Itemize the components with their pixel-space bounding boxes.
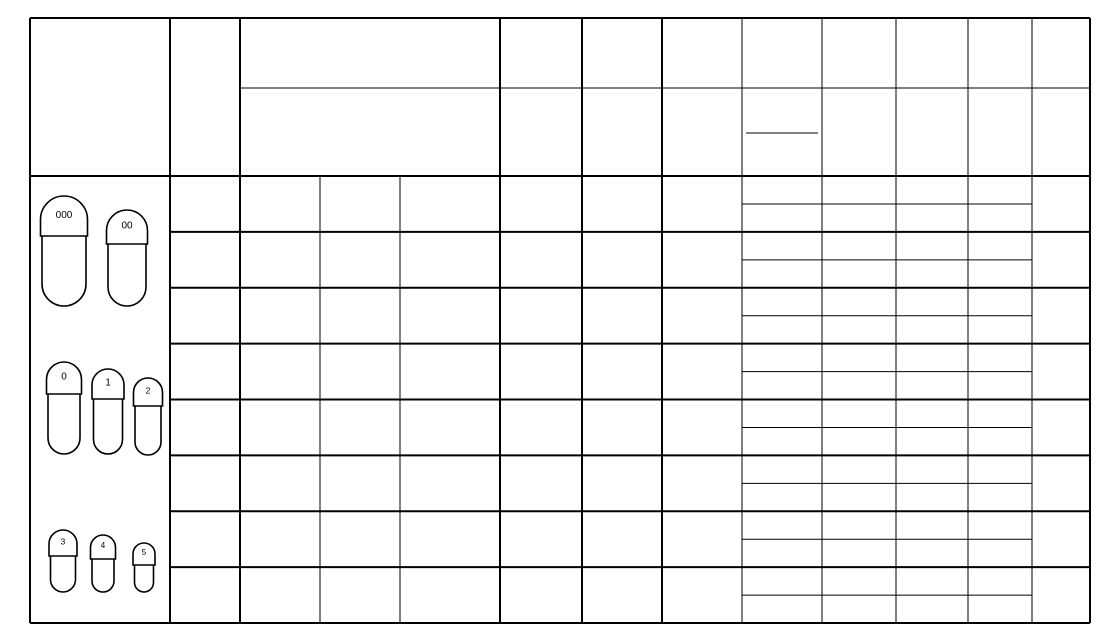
fill-light-cell <box>240 344 320 400</box>
body-diameter-cell <box>742 372 822 400</box>
cap-wall-thickness-cell <box>896 176 968 204</box>
fill-typical-cell <box>320 400 400 456</box>
volume-unit <box>500 88 582 176</box>
cap-diameter-cell <box>742 288 822 316</box>
body-component-cell <box>662 260 742 288</box>
cap-wall-thickness-cell <box>896 232 968 260</box>
body-wall-thickness-cell <box>896 260 968 288</box>
capsule-size-label: 4 <box>100 541 106 551</box>
cut-length-unit <box>822 88 896 176</box>
cap-wall-thickness-cell <box>896 567 968 595</box>
body-cut-length-cell <box>822 483 896 511</box>
fill-typical-cell <box>320 567 400 623</box>
capsule-size-label: 1 <box>105 377 111 389</box>
cap-component-cell <box>662 232 742 260</box>
body-component-cell <box>662 204 742 232</box>
weight-cell <box>968 176 1090 232</box>
cap-diameter-cell <box>742 567 822 595</box>
body-diameter-cell <box>742 483 822 511</box>
capsule-body-shape <box>48 388 80 454</box>
capsule-body-shape <box>135 400 161 455</box>
wall-thickness-unit <box>896 88 968 176</box>
capsule-size-cell <box>170 567 240 623</box>
volume-cell <box>500 511 582 567</box>
weight-cell <box>968 232 1090 288</box>
volume-cell <box>500 455 582 511</box>
locked-length-cell <box>582 511 662 567</box>
volume-header <box>500 18 582 88</box>
body-cut-length-cell <box>822 316 896 344</box>
body-cut-length-cell <box>822 372 896 400</box>
cut-length-header <box>822 18 896 88</box>
capsule-size-3-illustration <box>49 530 77 592</box>
volume-cell <box>500 567 582 623</box>
body-wall-thickness-cell <box>896 539 968 567</box>
cap-component-cell <box>662 176 742 204</box>
body-wall-thickness-cell <box>896 595 968 623</box>
density-header <box>320 126 400 176</box>
capsule-size-label: 0 <box>61 371 67 383</box>
weight-cell <box>968 400 1090 456</box>
weight-header <box>968 18 1090 88</box>
body-cut-length-cell <box>822 204 896 232</box>
cap-cut-length-cell <box>822 511 896 539</box>
cap-cut-length-cell <box>822 400 896 428</box>
capsule-body-shape <box>108 238 146 306</box>
capsule-size-label: 00 <box>121 220 133 232</box>
locked-length-cell <box>582 176 662 232</box>
body-cut-length-cell <box>822 260 896 288</box>
external-diameter-header <box>742 18 822 88</box>
locked-length-header <box>582 18 662 88</box>
fill-light-cell <box>240 232 320 288</box>
fill-heavy-cell <box>400 176 500 232</box>
representative-header <box>30 40 170 150</box>
wall-thickness-header <box>896 18 968 88</box>
fill-light-cell <box>240 288 320 344</box>
body-diameter-cell <box>742 316 822 344</box>
cap-diameter-cell <box>742 400 822 428</box>
powder-density-header <box>240 92 500 122</box>
capsule-size-label: 3 <box>60 536 66 547</box>
cap-cut-length-cell <box>822 344 896 372</box>
cap-wall-thickness-cell <box>896 288 968 316</box>
locked-length-cell <box>582 344 662 400</box>
cap-wall-thickness-cell <box>896 511 968 539</box>
cap-cut-length-cell <box>822 176 896 204</box>
body-component-cell <box>662 372 742 400</box>
body-component-cell <box>662 316 742 344</box>
capsule-size-label: 2 <box>145 385 151 396</box>
body-diameter-cell <box>742 539 822 567</box>
fill-heavy-cell <box>400 344 500 400</box>
cap-component-cell <box>662 567 742 595</box>
fill-heavy-cell <box>400 567 500 623</box>
cap-wall-thickness-cell <box>896 455 968 483</box>
capsule-size-4-illustration <box>91 535 116 592</box>
fill-light-cell <box>240 455 320 511</box>
cap-diameter-cell <box>742 344 822 372</box>
locked-length-cell <box>582 455 662 511</box>
weight-unit <box>968 88 1090 176</box>
weight-cell <box>968 344 1090 400</box>
volume-cell <box>500 232 582 288</box>
volume-cell <box>500 288 582 344</box>
locked-length-cell <box>582 288 662 344</box>
fill-light-cell <box>240 400 320 456</box>
fill-typical-cell <box>320 288 400 344</box>
body-wall-thickness-cell <box>896 204 968 232</box>
body-component-cell <box>662 595 742 623</box>
cap-wall-thickness-cell <box>896 344 968 372</box>
body-cut-length-cell <box>822 595 896 623</box>
volume-cell <box>500 400 582 456</box>
capsule-size-0-illustration <box>47 362 82 454</box>
body-component-cell <box>662 539 742 567</box>
body-component-cell <box>662 427 742 455</box>
capsule-size-cell <box>170 455 240 511</box>
cap-diameter-cell <box>742 511 822 539</box>
cap-component-cell <box>662 455 742 483</box>
tolerance-component-header <box>662 114 742 166</box>
external-diameter-unit <box>742 88 822 176</box>
capsule-body-shape <box>42 230 86 306</box>
body-diameter-cell <box>742 595 822 623</box>
capsule-size-cell <box>170 400 240 456</box>
capsule-size-00-illustration <box>107 210 148 306</box>
body-wall-thickness-cell <box>896 483 968 511</box>
capsule-size-cell <box>170 344 240 400</box>
cap-wall-thickness-cell <box>896 400 968 428</box>
capsule-size-label: 5 <box>141 548 147 558</box>
density-header <box>240 126 320 176</box>
cap-component-cell <box>662 344 742 372</box>
locked-length-unit <box>582 88 662 176</box>
body-wall-thickness-cell <box>896 316 968 344</box>
cap-cut-length-cell <box>822 455 896 483</box>
body-wall-thickness-cell <box>896 427 968 455</box>
cap-component-cell <box>662 400 742 428</box>
fill-typical-cell <box>320 455 400 511</box>
capsule-size-label: 000 <box>55 210 73 221</box>
body-diameter-cell <box>742 427 822 455</box>
fill-typical-cell <box>320 344 400 400</box>
capsule-size-cell <box>170 288 240 344</box>
fill-heavy-cell <box>400 288 500 344</box>
weight-cell <box>968 455 1090 511</box>
fill-heavy-cell <box>400 511 500 567</box>
capsule-size-cell <box>170 176 240 232</box>
capsule-size-header <box>170 70 240 130</box>
volume-cell <box>500 344 582 400</box>
cap-diameter-cell <box>742 232 822 260</box>
density-header <box>400 126 500 176</box>
weight-cell <box>968 567 1090 623</box>
fill-light-cell <box>240 567 320 623</box>
cap-cut-length-cell <box>822 288 896 316</box>
capsule-size-000-illustration <box>41 196 88 306</box>
fill-heavy-cell <box>400 400 500 456</box>
locked-length-cell <box>582 232 662 288</box>
capsule-size-cell <box>170 511 240 567</box>
fill-heavy-cell <box>400 232 500 288</box>
fill-light-cell <box>240 176 320 232</box>
body-cut-length-cell <box>822 539 896 567</box>
capsule-size-2-illustration <box>134 378 163 455</box>
fill-heavy-cell <box>400 455 500 511</box>
body-component-cell <box>662 483 742 511</box>
weight-cell <box>968 288 1090 344</box>
body-cut-length-cell <box>822 427 896 455</box>
body-wall-thickness-cell <box>896 372 968 400</box>
fill-typical-cell <box>320 232 400 288</box>
locked-length-cell <box>582 400 662 456</box>
cap-cut-length-cell <box>822 232 896 260</box>
cap-cut-length-cell <box>822 567 896 595</box>
cap-diameter-cell <box>742 455 822 483</box>
cap-component-cell <box>662 511 742 539</box>
fill-typical-cell <box>320 511 400 567</box>
locked-length-cell <box>582 567 662 623</box>
fill-light-cell <box>240 511 320 567</box>
fill-weights-header <box>240 20 500 88</box>
capsule-size-cell <box>170 232 240 288</box>
weight-cell <box>968 511 1090 567</box>
body-diameter-cell <box>742 204 822 232</box>
cap-component-cell <box>662 288 742 316</box>
fill-typical-cell <box>320 176 400 232</box>
body-diameter-cell <box>742 260 822 288</box>
cap-diameter-cell <box>742 176 822 204</box>
volume-cell <box>500 176 582 232</box>
capsule-body-shape <box>94 393 123 454</box>
capsule-size-1-illustration <box>92 369 124 454</box>
capsule-size-5-illustration <box>133 543 155 592</box>
